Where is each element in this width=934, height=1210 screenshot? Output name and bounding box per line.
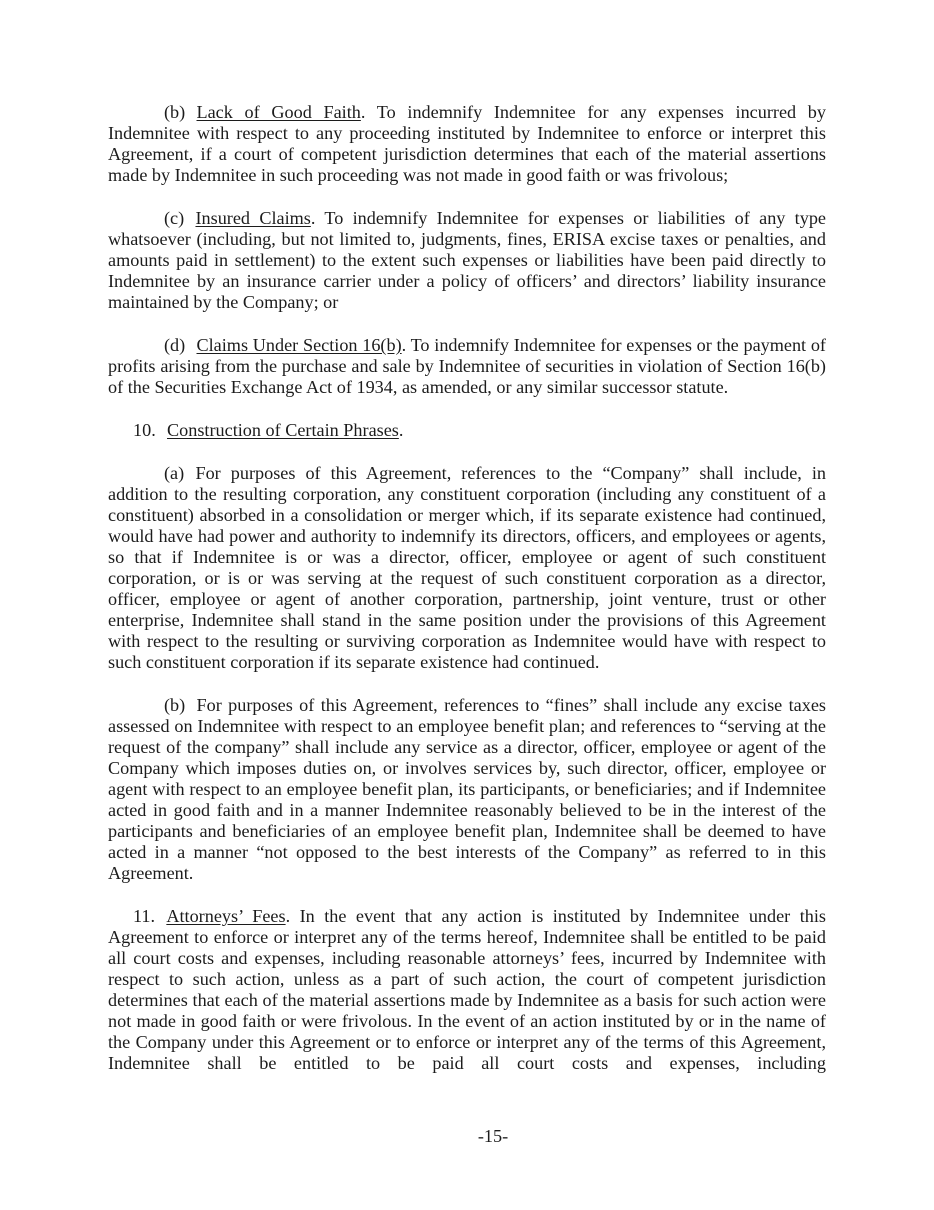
paragraph-label: (c) xyxy=(164,208,185,228)
paragraph-label: (d) xyxy=(164,335,186,355)
document-page-body xyxy=(108,102,826,1096)
paragraph-heading-underlined: Lack of Good Faith xyxy=(196,102,361,122)
paragraph-body: . To indemnify Indemnitee for any expenses incurred by Indemnitee with respect to any proceeding instituted by Indemnitee to enforce or interpret this Agreement, if a court of competent jurisdiction determines that each of the material assertions made by Indemnitee in such proceeding was not made in good faith or was frivolous; xyxy=(108,102,826,185)
paragraph-body: . To indemnify Indemnitee for expenses or the payment of profits arising from the purchase and sale by Indemnitee of securities in violation of Section 16(b) of the Securities Exchange Act of 1934, as amended, or any similar successor statute. xyxy=(108,335,826,397)
page-footer xyxy=(0,1126,934,1147)
paragraph-10a-company-references xyxy=(108,463,826,673)
section-title-underlined: Construction of Certain Phrases xyxy=(167,420,399,440)
section-title-period: . xyxy=(398,420,404,440)
paragraph-body: For purposes of this Agreement, references to the “Company” shall include, in addition to the resulting corporation, any constituent corporation (including any constituent of a constituent) absorbed in a consolidation or merger which, if its separate existence had continued, would have had power and authority to indemnify its directors, officers, and employees or agents, so that if Indemnitee is or was a director, officer, employee or agent of such constituent corporation, or is or was serving at the request of such constituent corporation as a director, officer, employee or agent of another corporation, partnership, joint venture, trust or other enterprise, Indemnitee shall stand in the same position under the provisions of this Agreement with respect to the resulting or surviving corporation as Indemnitee would have with respect to such constituent corporation if its separate existence had continued. xyxy=(108,463,826,672)
paragraph-body: . In the event that any action is instituted by Indemnitee under this Agreement to enforce or interpret any of the terms hereof, Indemnitee shall be entitled to be paid all court costs and expenses, including reasonable attorneys’ fees, incurred by Indemnitee with respect to such action, unless as a part of such action, the court of competent jurisdiction determines that each of the material assertions made by Indemnitee as a basis for such action were not made in good faith or were frivolous. In the event of an action instituted by or in the name of the Company under this Agreement or to enforce or interpret any of the terms of this Agreement, Indemnitee shall be entitled to be paid all court costs and expenses, including xyxy=(108,906,826,1073)
paragraph-body: For purposes of this Agreement, references to “fines” shall include any excise taxes assessed on Indemnitee with respect to an employee benefit plan; and references to “serving at the request of the company” shall include any service as a director, officer, employee or agent of the Company which imposes duties on, or involves services by, such director, officer, employee or agent with respect to an employee benefit plan, its participants, or beneficiaries; and if Indemnitee acted in good faith and in a manner Indemnitee reasonably believed to be in the interest of the participants and beneficiaries of an employee benefit plan, Indemnitee shall be deemed to have acted in a manner “not opposed to the best interests of the Company” as referred to in this Agreement. xyxy=(108,695,826,883)
section-11-attorneys-fees xyxy=(108,906,826,1074)
section-number: 11. xyxy=(133,906,156,926)
section-heading-10-construction-of-certain-phrases xyxy=(108,420,826,441)
paragraph-heading-underlined: Claims Under Section 16(b) xyxy=(196,335,402,355)
paragraph-10b-fines-references xyxy=(108,695,826,884)
paragraph-label: (a) xyxy=(164,463,185,483)
page-number: -15- xyxy=(477,1126,509,1146)
paragraph-exclusion-c-insured-claims xyxy=(108,208,826,313)
section-number: 10. xyxy=(133,420,156,440)
paragraph-exclusion-d-claims-under-section-16b xyxy=(108,335,826,398)
paragraph-label: (b) xyxy=(164,102,186,122)
paragraph-body: . To indemnify Indemnitee for expenses or liabilities of any type whatsoever (including, but not limited to, judgments, fines, ERISA excise taxes or penalties, and amounts paid in settlement) to the extent such expenses or liabilities have been paid directly to Indemnitee by an insurance carrier under a policy of officers’ and directors’ liability insurance maintained by the Company; or xyxy=(108,208,826,312)
paragraph-label: (b) xyxy=(164,695,186,715)
section-title-underlined: Attorneys’ Fees xyxy=(166,906,286,926)
paragraph-exclusion-b-lack-of-good-faith xyxy=(108,102,826,186)
paragraph-heading-underlined: Insured Claims xyxy=(195,208,311,228)
